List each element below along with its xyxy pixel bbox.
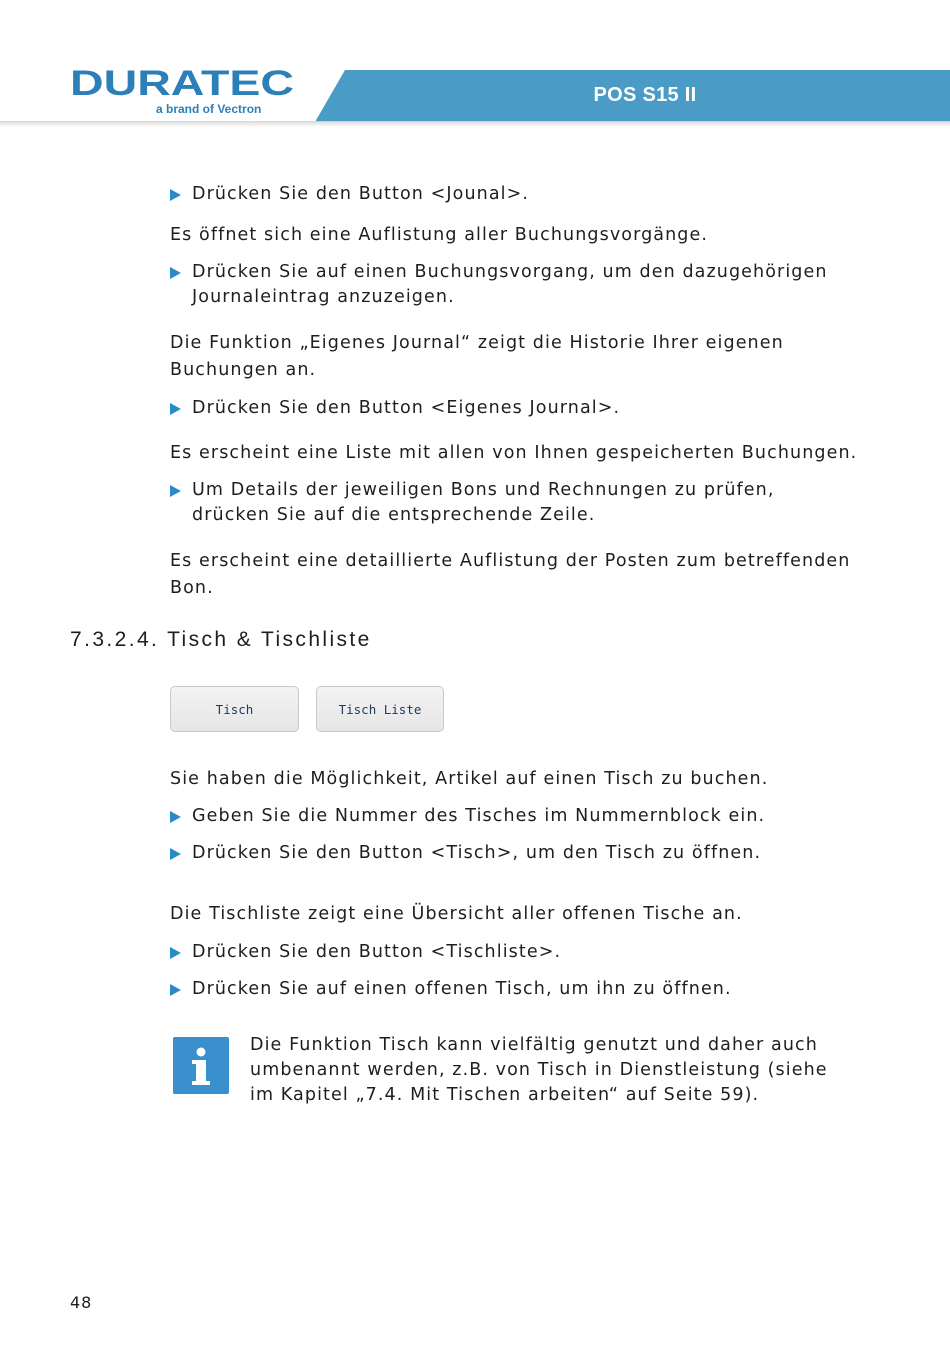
page-header (0, 0, 950, 128)
paragraph: Die Tischliste zeigt eine Übersicht aller offenen Tische an. (170, 904, 743, 924)
svg-text:DURATEC: DURATEC (70, 68, 294, 100)
brand-subtitle: a brand of Vectron (156, 102, 262, 116)
bullet-triangle-icon (170, 485, 181, 497)
tisch-button[interactable]: Tisch (170, 686, 299, 732)
bullet-triangle-icon (170, 947, 181, 959)
paragraph: Es erscheint eine detaillierte Auflistung der Posten zum betreffenden Bon. (170, 551, 851, 598)
paragraph: Die Funktion „Eigenes Journal“ zeigt die Historie Ihrer eigenen Buchungen an. (170, 333, 784, 380)
header-shadow (0, 121, 950, 127)
info-note: Die Funktion Tisch kann vielfältig genutzt und daher auch umbenannt werden, z.B. von Tisch in Dienstleistung (siehe im Kapitel „7.4. Mit Tischen arbeiten“ auf Seite 59). (250, 1035, 828, 1105)
paragraph: Es erscheint eine Liste mit allen von Ihnen gespeicherten Buchungen. (170, 443, 858, 463)
product-title: POS S15 II (593, 84, 697, 106)
bullet-triangle-icon (170, 984, 181, 996)
info-icon (173, 1037, 229, 1094)
bullet-triangle-icon (170, 403, 181, 415)
bullet-triangle-icon (170, 267, 181, 279)
duratec-logo (70, 68, 296, 100)
tisch-liste-button[interactable]: Tisch Liste (316, 686, 444, 732)
paragraph: Sie haben die Möglichkeit, Artikel auf einen Tisch zu buchen. (170, 769, 769, 789)
paragraph: Es öffnet sich eine Auflistung aller Buchungsvorgänge. (170, 225, 709, 245)
bullet-triangle-icon (170, 189, 181, 201)
page-number: 48 (70, 1293, 93, 1312)
bullet-triangle-icon (170, 848, 181, 860)
bullet-triangle-icon (170, 811, 181, 823)
section-heading: 7.3.2.4. Tisch & Tischliste (70, 628, 372, 651)
